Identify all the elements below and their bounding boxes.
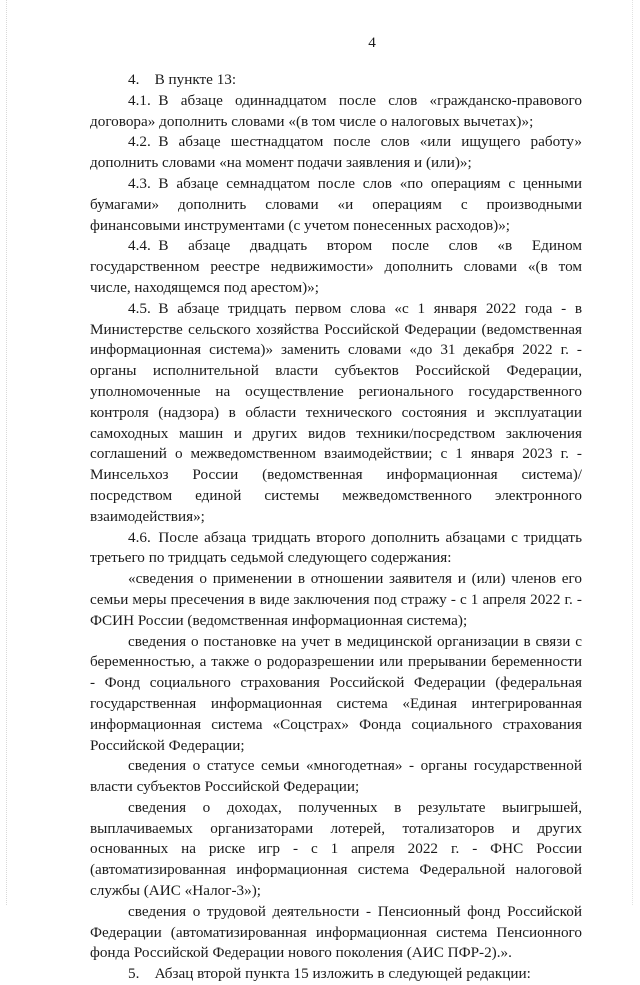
paragraph: сведения о доходах, полученных в результате выигрышей, выплачиваемых организаторами лотерей, тотализаторов и других основанных на риске игр - с 1 апреля 2022 г. - ФНС России (автоматизированная информационная система Федеральной налоговой службы (АИС «Налог-3»); xyxy=(90,798,582,900)
paragraph: 4.6. После абзаца тридцать второго дополнить абзацами с тридцать третьего по тридцать седьмой следующего содержания: xyxy=(90,528,582,567)
paragraph: 4.1. В абзаце одиннадцатом после слов «гражданско-правового договора» дополнить словами «(в том числе о налоговых вычетах)»; xyxy=(90,91,582,130)
paragraph: 4.4. В абзаце двадцать втором после слов «в Едином государственном реестре недвижимости» дополнить словами «(в том числе, находящемся под арестом)»; xyxy=(90,237,582,296)
paragraph: сведения о статусе семьи «многодетная» - органы государственной власти субъектов Российской Федерации; xyxy=(90,757,582,796)
paragraph: сведения о трудовой деятельности - Пенсионный фонд Российской Федерации (автоматизированная информационная система Пенсионного фонда Российской Федерации нового поколения (АИС ПФР-2).». xyxy=(90,902,582,962)
paragraph: 4.3. В абзаце семнадцатом после слов «по операциям с ценными бумагами» дополнить словами «и операциям с производными финансовыми инструментами (с учетом понесенных расходов)»; xyxy=(90,174,582,234)
paragraph: 4.2. В абзаце шестнадцатом после слов «или ищущего работу» дополнить словами «на момент подачи заявления и (или)»; xyxy=(90,133,582,172)
paragraph: «сведения о применении в отношении заявителя и (или) членов его семьи меры пресечения в виде заключения под стражу - с 1 апреля 2022 г. - ФСИН России (ведомственная информационная система); xyxy=(90,570,582,629)
paragraph: сведения о постановке на учет в медицинской организации в связи с беременностью, а также о родоразрешении или прерывании беременности - Фонд социального страхования Российской Федерации (федеральная государственная информационная система «Единая интегрированная информационная система «Соцстрах» Фонда социального страхования Российской Федерации; xyxy=(90,632,582,754)
paragraph: 4.5. В абзаце тридцать первом слова «с 1 января 2022 года - в Министерстве сельского хозяйства Российской Федерации (ведомственная информационная система)» заменить словами «до 31 декабря 2022 г. - органы исполнительной власти субъектов Российской Федерации, уполномоченные на осуществление регионального государственного контроля (надзора) в области технического состояния и эксплуатации самоходных машин и других видов техники/посредством заключения соглашений о межведомственном взаимодействии; с 1 января 2023 г. - Минсельхоз России (ведомственная информационная система)/посредством единой системы межведомственного электронного взаимодействия»; xyxy=(90,299,582,525)
page-number: 4 xyxy=(368,34,376,51)
document-body xyxy=(90,70,582,985)
paragraph: 5. Абзац второй пункта 15 изложить в следующей редакции: xyxy=(128,965,531,983)
paragraph: 4. В пункте 13: xyxy=(128,71,237,88)
